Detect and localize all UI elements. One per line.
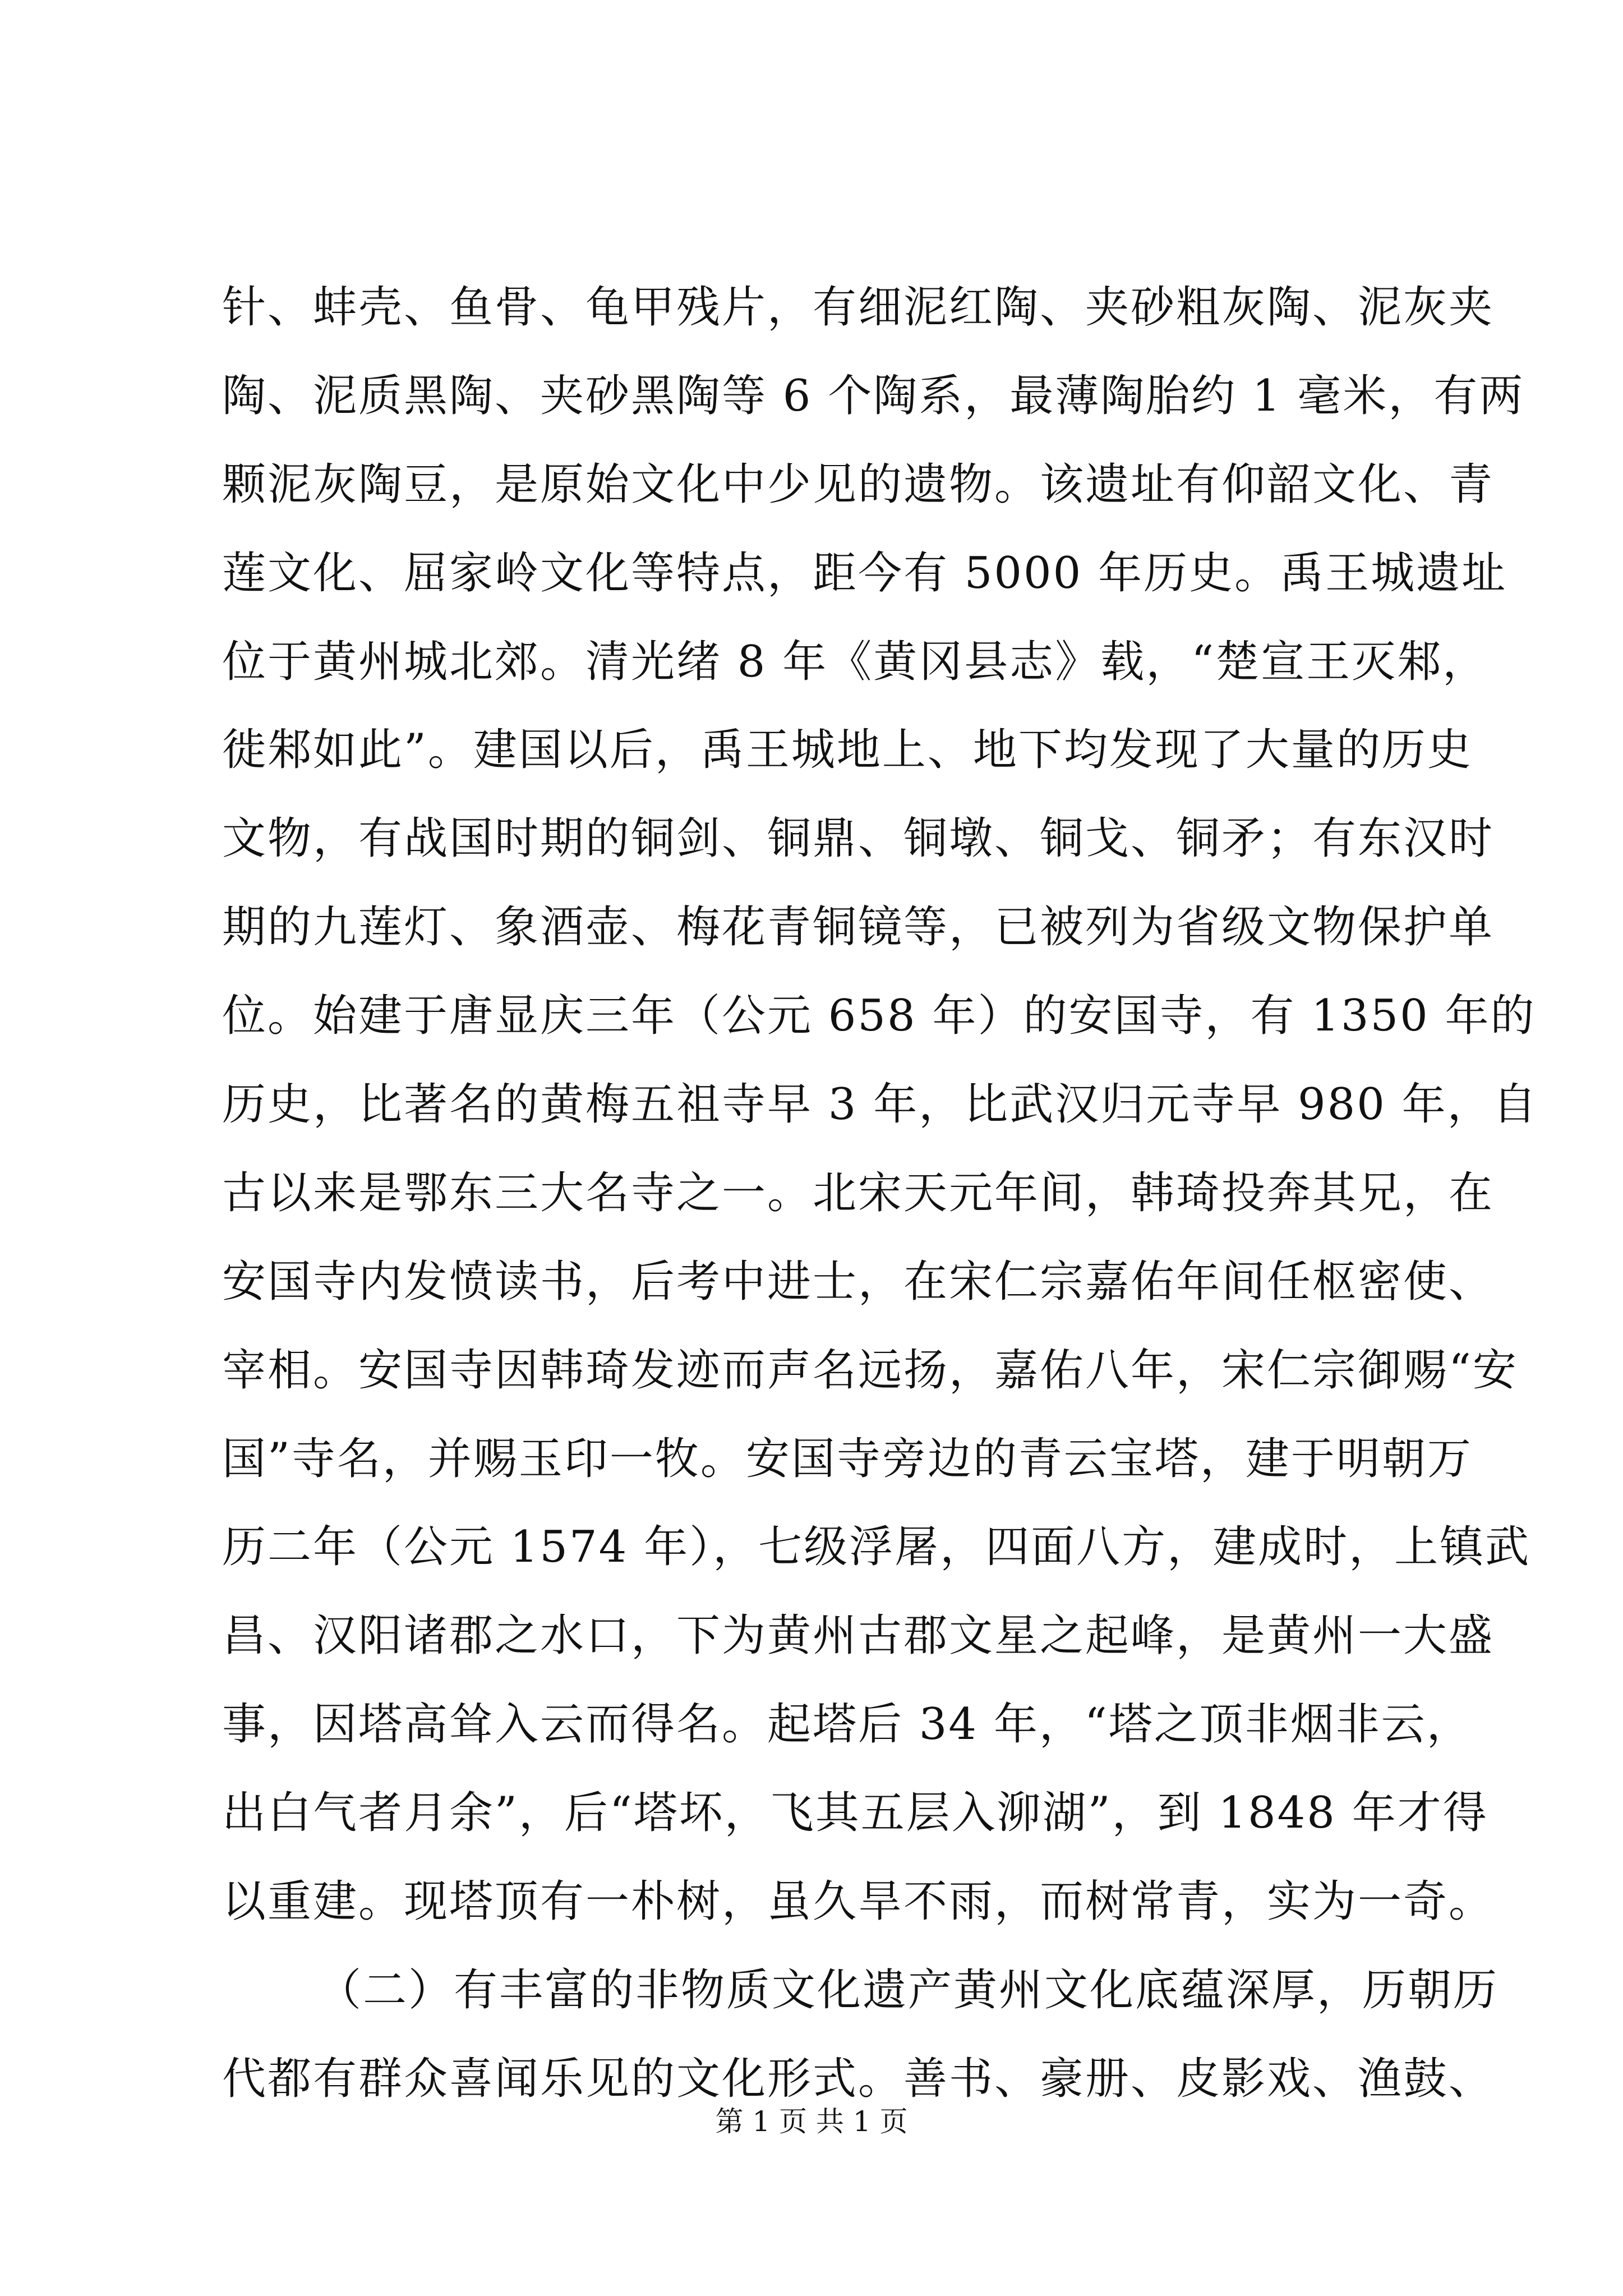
text-line: 莲文化、屈家岭文化等特点，距今有 5000 年历史。禹王城遗址 <box>222 547 1507 599</box>
text-line: 事，因塔高耸入云而得名。起塔后 34 年，“塔之顶非烟非云， <box>222 1699 1472 1750</box>
body-text <box>222 264 1538 2124</box>
text-line: 期的九莲灯、象酒壶、梅花青铜镜等，已被列为省级文物保护单 <box>222 902 1495 953</box>
text-line: 以重建。现塔顶有一朴树，虽久旱不雨，而树常青，实为一奇。 <box>222 1876 1495 1927</box>
page-footer: 第 1 页 共 1 页 <box>715 2105 908 2138</box>
text-line: 位于黄州城北郊。清光绪 8 年《黄冈县志》载，“楚宣王灭邾， <box>222 636 1488 687</box>
text-line: 昌、汉阳诸郡之水口，下为黄州古郡文星之起峰，是黄州一大盛 <box>222 1611 1495 1662</box>
text-line: 代都有群众喜闻乐见的文化形式。善书、豪册、皮影戏、渔鼓、 <box>222 2053 1495 2104</box>
text-line: 位。始建于唐显庆三年（公元 658 年）的安国寺，有 1350 年的 <box>222 991 1536 1042</box>
text-line: 文物，有战国时期的铜剑、铜鼎、铜墩、铜戈、铜矛；有东汉时 <box>222 813 1495 864</box>
text-line: 国”寺名，并赐玉印一牧。安国寺旁边的青云宝塔，建于明朝万 <box>222 1433 1473 1484</box>
text-line: 古以来是鄂东三大名寺之一。北宋天元年间，韩琦投奔其兄，在 <box>222 1167 1495 1218</box>
text-line: 颗泥灰陶豆，是原始文化中少见的遗物。该遗址有仰韶文化、青 <box>222 459 1495 510</box>
text-line: 宰相。安国寺因韩琦发迹而声名远扬，嘉佑八年，宋仁宗御赐“安 <box>222 1345 1518 1396</box>
text-line: 安国寺内发愤读书，后考中进士，在宋仁宗嘉佑年间任枢密使、 <box>222 1256 1495 1307</box>
text-line: 历史，比著名的黄梅五祖寺早 3 年，比武汉归元寺早 980 年，自 <box>222 1079 1538 1130</box>
paragraph-heading-line: （二）有丰富的非物质文化遗产黄州文化底蕴深厚，历朝历 <box>317 1964 1499 2016</box>
text-line: 出白气者月余”，后“塔坏，飞其五层入泖湖”，到 1848 年才得 <box>222 1788 1488 1839</box>
text-line: 徙邾如此”。建国以后，禹王城地上、地下均发现了大量的历史 <box>222 725 1473 776</box>
text-line: 针、蚌壳、鱼骨、龟甲残片，有细泥红陶、夹砂粗灰陶、泥灰夹 <box>222 282 1495 333</box>
text-line: 历二年（公元 1574 年），七级浮屠，四面八方，建成时，上镇武 <box>222 1522 1531 1573</box>
text-line: 陶、泥质黑陶、夹砂黑陶等 6 个陶系，最薄陶胎约 1 毫米，有两 <box>222 370 1525 421</box>
